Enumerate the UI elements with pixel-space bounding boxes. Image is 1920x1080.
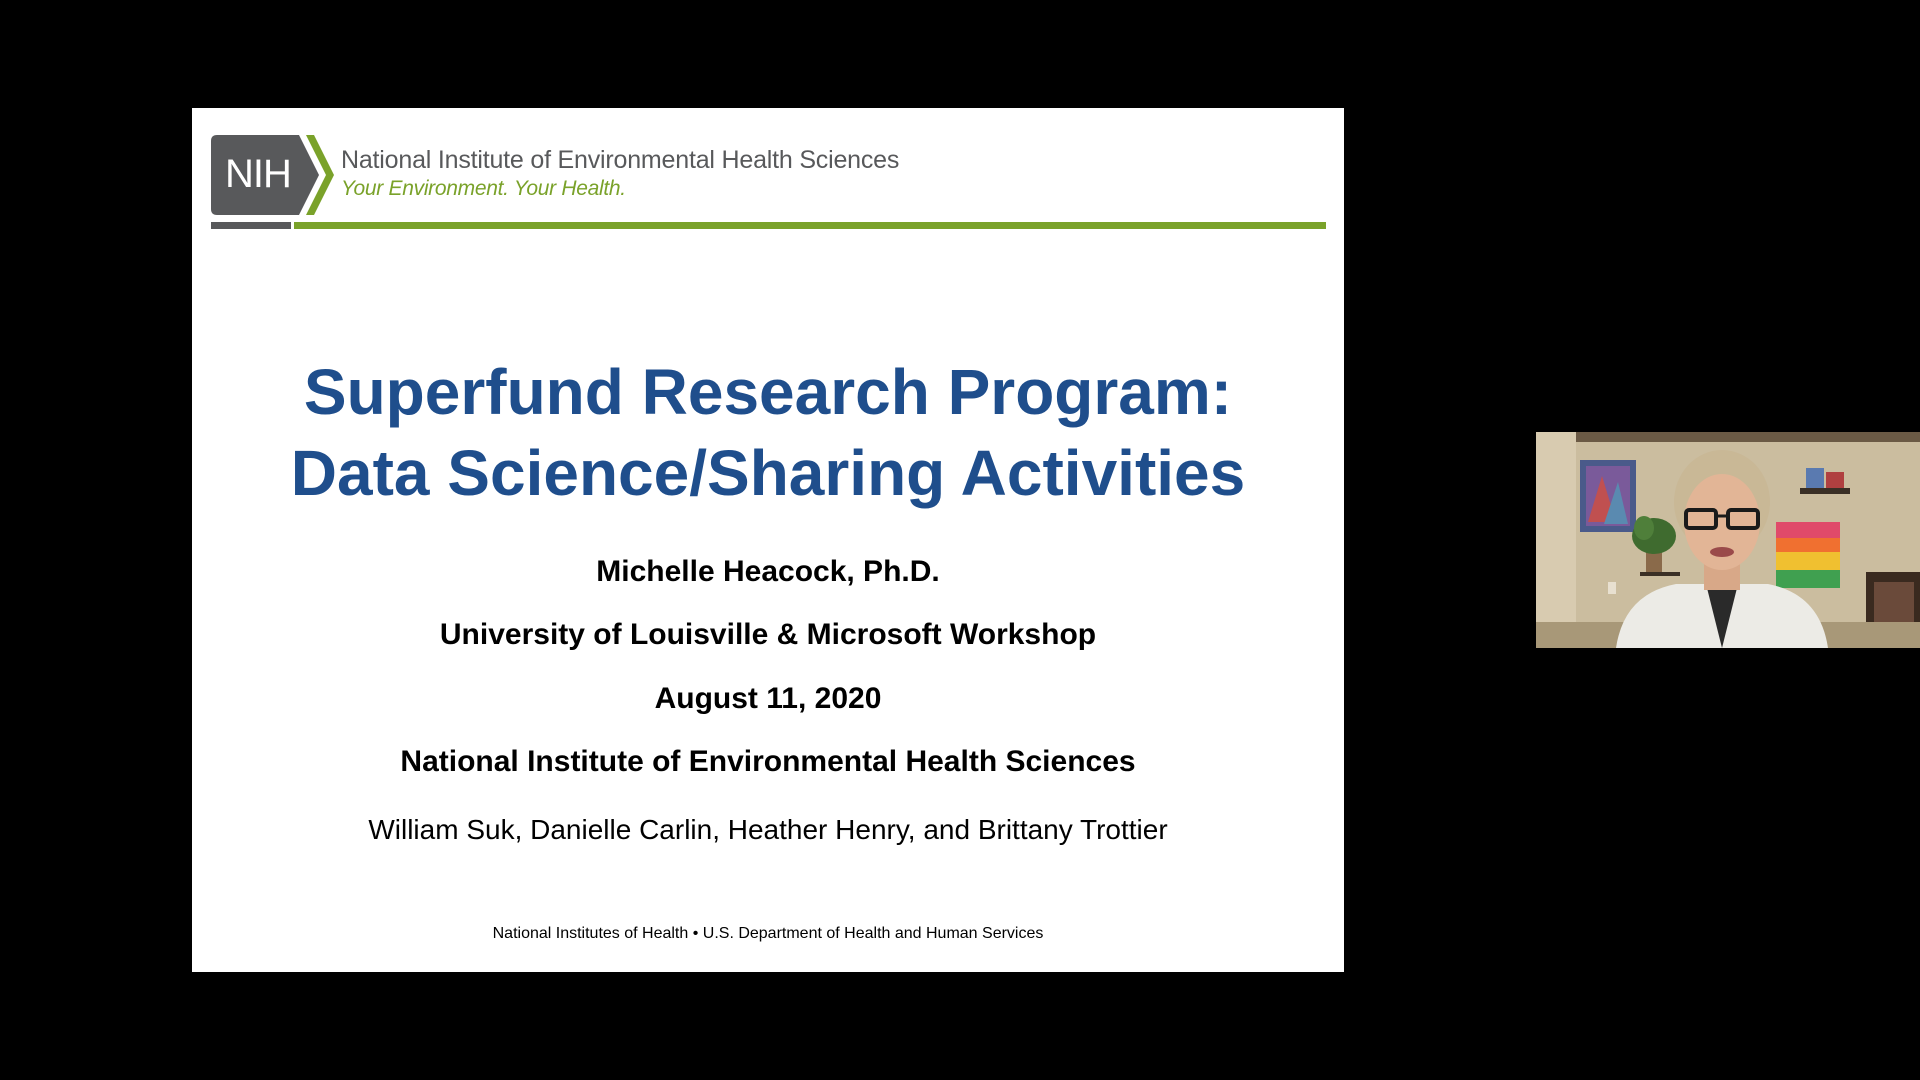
coauthors: William Suk, Danielle Carlin, Heather Henry, and Brittany Trottier (368, 814, 1168, 845)
presenter-video-icon (1536, 432, 1920, 648)
slide-title-line-2: Data Science/Sharing Activities (290, 437, 1246, 509)
presenter-webcam[interactable] (1536, 432, 1920, 648)
institution-name: National Institute of Environmental Health Sciences (400, 745, 1136, 778)
org-name: National Institute of Environmental Health Sciences (341, 146, 900, 174)
event-date: August 11, 2020 (654, 682, 882, 715)
nih-logo-text: NIH (225, 152, 291, 196)
header-divider-green (294, 222, 1326, 229)
header-divider-gray (211, 222, 291, 229)
nih-logo-icon (211, 135, 337, 215)
slide-title (192, 352, 1344, 514)
org-tagline: Your Environment. Your Health. (341, 177, 626, 200)
header-divider (211, 222, 1326, 229)
presenter-name: Michelle Heacock, Ph.D. (596, 555, 940, 588)
event-name: University of Louisville & Microsoft Workshop (439, 618, 1097, 651)
presentation-slide (192, 108, 1344, 972)
slide-footer: National Institutes of Health • U.S. Department of Health and Human Services (492, 925, 1044, 942)
slide-title-line-1: Superfund Research Program: (303, 356, 1233, 428)
slide-header (211, 128, 1326, 234)
